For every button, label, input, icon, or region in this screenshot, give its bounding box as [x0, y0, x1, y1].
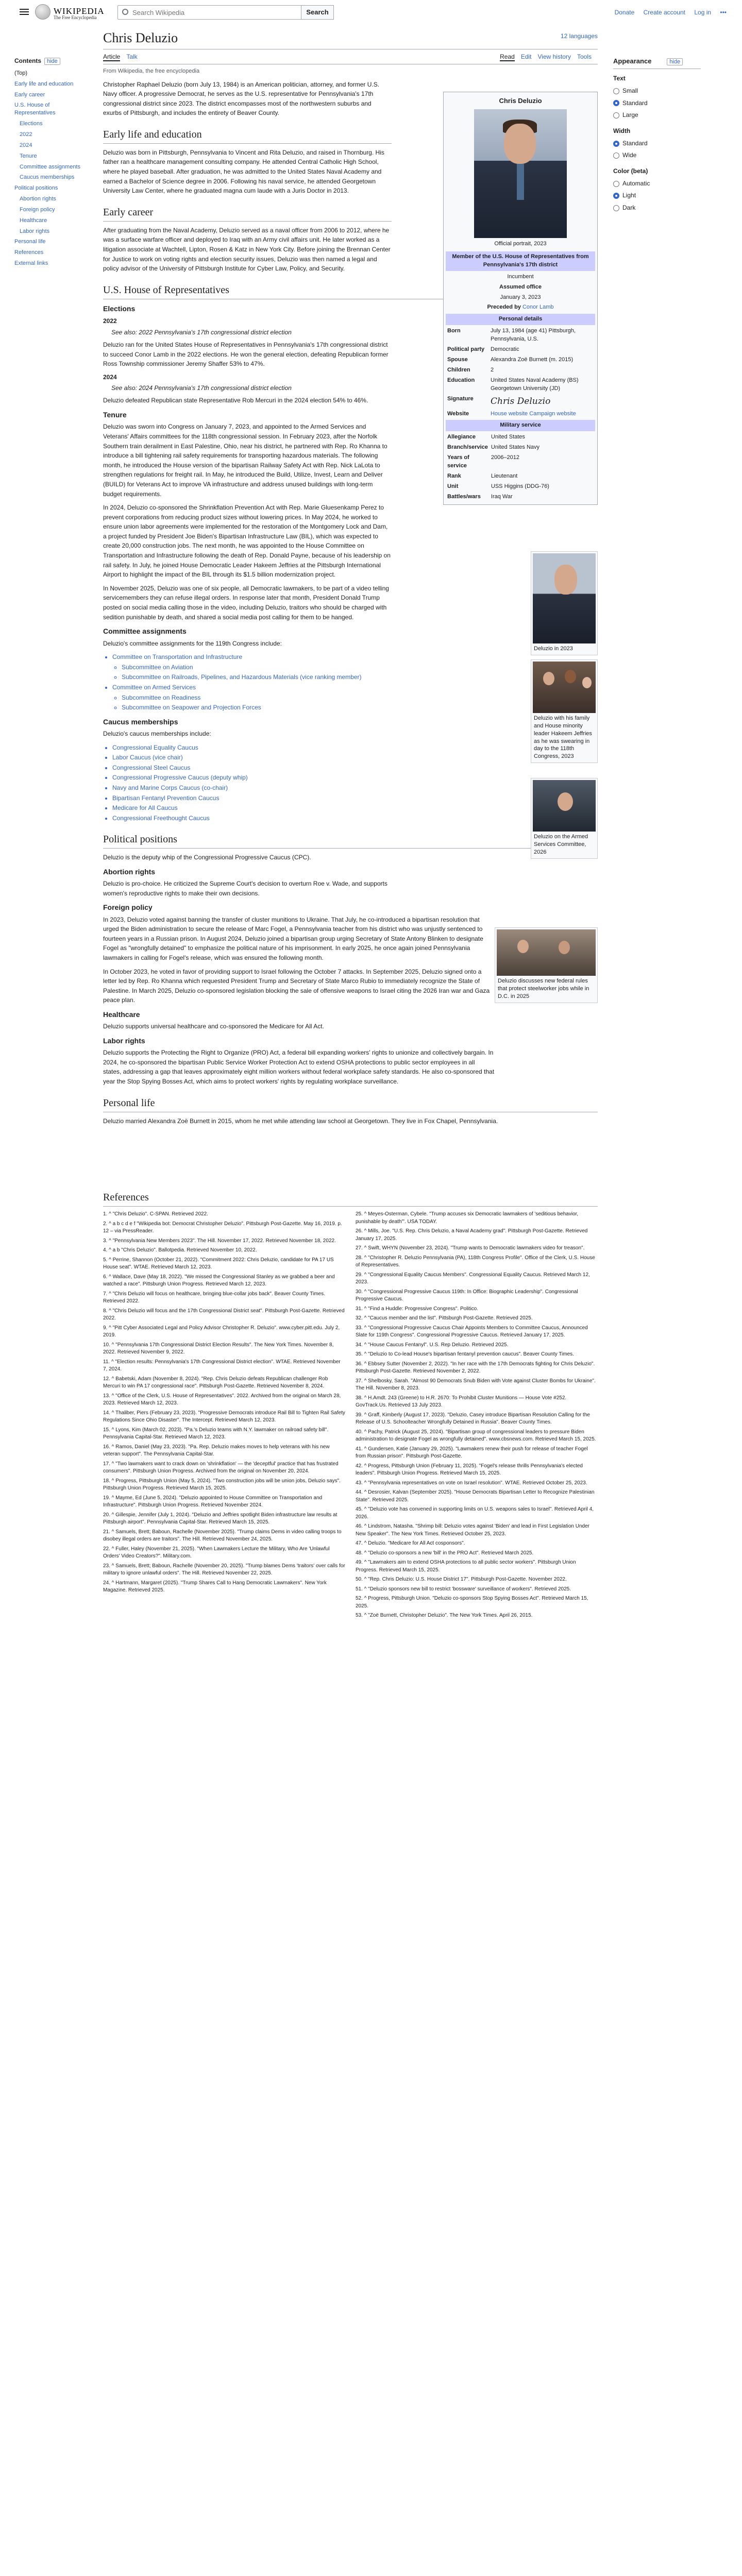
- figure-steelworker[interactable]: [495, 927, 598, 1003]
- radio-icon[interactable]: [613, 181, 619, 187]
- healthcare-paragraph: Deluzio supports universal healthcare and co-sponsored the Medicare for All Act.: [103, 1023, 324, 1030]
- heading-early-career: Early career: [103, 200, 392, 222]
- width-label: Width: [613, 127, 631, 134]
- option-label: Wide: [622, 151, 637, 159]
- toc-item[interactable]: External links: [14, 260, 48, 267]
- toc-item[interactable]: Labor rights: [20, 228, 50, 234]
- table-of-contents: [14, 57, 92, 269]
- infobox-row-label: Born: [447, 328, 461, 334]
- reference-item: 47. ^ Deluzio. "Medicare for All Act cosponsors".: [356, 1540, 465, 1546]
- toc-item[interactable]: 2024: [20, 142, 32, 148]
- login-link[interactable]: Log in: [694, 9, 712, 16]
- committee-item[interactable]: • Committee on Transportation and Infrastructure: [112, 652, 392, 662]
- figure-swearing-in[interactable]: [531, 659, 598, 763]
- tab-edit[interactable]: Edit: [520, 53, 532, 61]
- heading-house: U.S. House of Representatives: [103, 278, 598, 299]
- heading-committees: Committee assignments: [103, 627, 187, 636]
- reference-item: 7. ^ "Chris Deluzio will focus on healthcare, bringing blue-collar jobs back". Beaver County Times. Retrieved 2022.: [103, 1291, 325, 1304]
- logo-wordmark: WIKIPEDIA: [54, 6, 105, 16]
- reference-item: 8. ^ "Chris Deluzio will focus and the 17th Congressional District seat". Pittsburgh Post-Gazette. Retrieved 2022.: [103, 1308, 345, 1321]
- caucus-item[interactable]: • Congressional Equality Caucus: [112, 743, 392, 753]
- appearance-option[interactable]: [613, 202, 701, 214]
- infobox-row-label: Allegiance: [447, 434, 476, 440]
- infobox-name: Chris Deluzio: [499, 97, 542, 105]
- reference-item: 37. ^ Shelbosky, Sarah. "Almost 90 Democrats Snub Biden with Vote against Cluster Bombs for Ukraine". The Hill. November 8, 2023.: [356, 1378, 596, 1391]
- radio-icon[interactable]: [613, 205, 619, 211]
- career-paragraph: After graduating from the Naval Academy, Deluzio served as a naval officer from 2006 to 2012, where he was a surface warfare officer and deployed to Iraq with an Army civil affairs unit. He later worked as a litigation associate at Wachtell, Lipton, Rosen & Katz in New York City. Before joining the Brennan Center for Justice to work on voting rights and election security issues, Deluzio was then named a legal and policy advisor of the University of Pittsburgh Institute for Cyber Law, Policy, and Security.: [103, 226, 391, 273]
- text-size-label: Text: [613, 74, 626, 82]
- reference-item: 15. ^ Lyons, Kim (March 02, 2023). "Pa.'s Deluzio teams with N.Y. lawmaker on railroad safety bill". Pennsylvania Capital-Star. Retrieved March 12, 2023.: [103, 1427, 329, 1440]
- caucus-item[interactable]: • Bipartisan Fentanyl Prevention Caucus: [112, 793, 392, 803]
- search-box: [117, 5, 334, 20]
- figure-armed-services[interactable]: [531, 778, 598, 859]
- toc-item[interactable]: Personal life: [14, 239, 46, 245]
- reference-item: 39. ^ Graff, Kimberly (August 17, 2023). "Deluzio, Casey introduce Bipartisan Resolution Calling for the Release of U.S. Schoolteacher Wrongfully Detained in Russia". Beaver County Times.: [356, 1412, 590, 1425]
- reference-item: 27. ^ Swift, WHYN (November 23, 2024). "Trump wants to Democratic lawmakers video for treason".: [356, 1245, 585, 1251]
- signature-row: [446, 394, 595, 419]
- toc-item[interactable]: Foreign policy: [20, 206, 55, 213]
- toc-title: Contents: [14, 57, 41, 64]
- toc-item[interactable]: Caucus memberships: [20, 174, 75, 181]
- option-label: Standard: [622, 99, 648, 107]
- appearance-option[interactable]: [613, 97, 701, 109]
- reference-item: 43. ^ "Pennsylvania representatives on vote on Israel resolution". WTAE. Retrieved October 25, 2023.: [356, 1480, 587, 1486]
- foreign-paragraph-1: In 2023, Deluzio voted against banning the transfer of cluster munitions to Ukraine. That July, he co-introduced a bipartisan resolution that urged the Biden administration to secure the release of Marc Fogel, a Pennsylvania teacher from his district who was unjustly sentenced to fourteen years in a Russian prison. In August 2024, Deluzio joined a bipartisan group urging Secretary of State Antony Blinken to designate Fogel as "wrongfully detained" to emphasize the political nature of his imprisonment. In early 2025, he once again joined Pennsylvania lawmakers in calling for Fogel's release, which was ensured the following month.: [103, 916, 483, 962]
- tab-talk[interactable]: Talk: [126, 53, 138, 61]
- infobox-row-label: Children: [447, 367, 470, 374]
- logo-tagline: The Free Encyclopedia: [54, 15, 97, 20]
- reference-item: 12. ^ Babetski, Adam (November 8, 2024). "Rep. Chris Deluzio defeats Republican challenger Rob Mercuri to win PA 17 congressional race". Pittsburgh Post-Gazette. Retrieved November 8, 2024.: [103, 1376, 328, 1389]
- assumed-date: January 3, 2023: [500, 294, 541, 300]
- reference-item: 21. ^ Samuels, Brett; Baboun, Rachelle (November 2025). "Trump claims Dems in video calling troops to disobey illegal orders are traitors". The Hill. Retrieved November 24, 2025.: [103, 1529, 342, 1542]
- toc-item[interactable]: Early life and education: [14, 80, 74, 87]
- reference-item: 6. ^ Wallace, Dave (May 18, 2022). "We missed the Congressional Stanley as we grabbed a beer and watched a race". Pittsburgh Union Progress. Retrieved March 12, 2023.: [103, 1274, 335, 1287]
- preceded-link[interactable]: Conor Lamb: [522, 304, 554, 311]
- toc-item[interactable]: Healthcare: [20, 217, 47, 224]
- reference-item: 41. ^ Gundersen, Katie (January 29, 2025). "Lawmakers renew their push for release of teacher Fogel from Russian prison". Pittsburgh Post-Gazette.: [356, 1446, 588, 1459]
- reference-item: 24. ^ Hartmann, Margaret (2025). "Trump Shares Call to Hang Democratic Lawmakers". New York Magazine. Retrieved 2025.: [103, 1580, 327, 1593]
- heading-2022: 2022: [103, 317, 117, 325]
- lead-paragraph: Christopher Raphael Deluzio (born July 13, 1984) is an American politician, attorney, and former U.S. Navy officer. A progressive Democrat, he serves as the U.S. representative for Pennsylvania's 17th congressional district since 2023. The district encompasses most of the northwestern suburbs and exurbs of Pittsburgh, and includes the entirety of Beaver County.: [103, 80, 380, 117]
- reference-item: 10. ^ "Pennsylvania 17th Congressional District Election Results". The New York Times. November 8, 2022. Retrieved November 9, 2022.: [103, 1342, 334, 1355]
- color-label: Color (beta): [613, 167, 648, 175]
- site-header: [0, 0, 742, 26]
- abortion-paragraph: Deluzio is pro-choice. He criticized the Supreme Court's decision to overturn Roe v. Wade, and supports women's reproductive rights to make their own decisions.: [103, 880, 387, 897]
- wikipedia-logo[interactable]: [35, 4, 107, 22]
- committee-item[interactable]: ◦ Subcommittee on Seapower and Projection Forces: [122, 703, 392, 713]
- caucus-item[interactable]: • Navy and Marine Corps Caucus (co-chair): [112, 783, 392, 793]
- photo-swearing-in: [533, 662, 596, 713]
- heading-elections: Elections: [103, 304, 136, 313]
- infobox-row-label: Political party: [447, 346, 485, 353]
- infobox-row-value: July 13, 1984 (age 41) Pittsburgh, Pennsylvania, U.S.: [491, 328, 576, 343]
- figure-deluzio-2023[interactable]: [531, 551, 598, 655]
- infobox: [443, 92, 598, 505]
- toc-item[interactable]: Political positions: [14, 185, 58, 192]
- photo-steelworker: [497, 929, 596, 976]
- main-menu-icon[interactable]: [20, 7, 29, 14]
- personal-paragraph: Deluzio married Alexandra Zoë Burnett in 2015, whom he met while attending law school at Georgetown. They live in Fox Chapel, Pennsylvania.: [103, 1117, 498, 1125]
- infobox-row-value: 2: [491, 367, 494, 374]
- infobox-row-label: Spouse: [447, 357, 468, 363]
- reference-item: 2. ^ a b c d e f "Wikipedia bot: Democrat Christopher Deluzio". Pittsburgh Post-Gazette. May 16, 2019. p. 12 – via PressReader.: [103, 1221, 342, 1234]
- reference-item: 50. ^ "Rep. Chris Deluzio: U.S. House District 17". Pittsburgh Post-Gazette. November 2022.: [356, 1577, 567, 1582]
- appearance-option[interactable]: [613, 138, 701, 149]
- heading-abortion: Abortion rights: [103, 867, 156, 876]
- tab-article[interactable]: Article: [103, 53, 121, 61]
- language-button[interactable]: 12 languages: [560, 32, 598, 40]
- reference-item: 18. ^ Progress, Pittsburgh Union (May 5, 2024). "Two construction jobs will be union jobs, Deluzio says". Pittsburgh Union Progress. Retrieved March 15, 2025.: [103, 1478, 341, 1491]
- option-label: Automatic: [622, 180, 650, 188]
- references-right-column: [356, 1211, 598, 1622]
- infobox-row-value: United States: [491, 434, 525, 440]
- page-title: Chris Deluzio: [103, 26, 598, 49]
- reference-item: 28. ^ "Christopher R. Deluzio Pennsylvania (PA), 118th Congress Profile". Office of the Clerk, U.S. House of Representatives.: [356, 1255, 595, 1268]
- office-band[interactable]: Member of the U.S. House of Representatives from Pennsylvania's 17th district: [446, 251, 595, 271]
- infobox-row-label: Unit: [447, 483, 459, 490]
- appearance-option[interactable]: [613, 85, 701, 97]
- globe-icon: [35, 4, 50, 20]
- from-wikipedia: From Wikipedia, the free encyclopedia: [103, 67, 200, 74]
- heading-early-life: Early life and education: [103, 122, 392, 144]
- heading-2024: 2024: [103, 373, 117, 381]
- caucus-item[interactable]: • Labor Caucus (vice chair): [112, 753, 392, 762]
- reference-item: 33. ^ "Congressional Progressive Caucus Chair Appoints Members to Committee Caucus, Announced Slate for 119th Congress". Congressional Progressive Caucus. Retrieved January 17, 2025.: [356, 1325, 588, 1338]
- radio-icon[interactable]: [613, 141, 619, 147]
- positions-paragraph: Deluzio is the deputy whip of the Congressional Progressive Caucus (CPC).: [103, 854, 311, 861]
- option-label: Light: [622, 192, 636, 199]
- reference-item: 36. ^ Ebbsey Sutter (November 2, 2022). "In her race with the 17th Democrats fighting for Chris Deluzio". Pittsburgh Post-Gazette. Retrieved November 2, 2022.: [356, 1361, 595, 1374]
- toc-item[interactable]: Elections: [20, 121, 43, 127]
- reference-item: 29. ^ "Congressional Equality Caucus Members". Congressional Equality Caucus. Retrieved March 12, 2023.: [356, 1272, 590, 1285]
- page-tabs: [103, 49, 598, 64]
- infobox-row-label: Branch/service: [447, 444, 488, 451]
- reference-item: 32. ^ "Caucus member and the list". Pittsburgh Post-Gazette. Retrieved 2025.: [356, 1315, 533, 1321]
- figure-caption: Deluzio on the Armed Services Committee, 2026: [534, 834, 588, 855]
- reference-item: 1. ^ "Chris Deluzio". C-SPAN. Retrieved 2022.: [103, 1211, 208, 1217]
- reference-item: 3. ^ "Pennsylvania New Members 2023". The Hill. November 17, 2022. Retrieved November 18, 2022.: [103, 1238, 336, 1244]
- tab-history[interactable]: View history: [537, 53, 571, 61]
- tenure-paragraph-2: In 2024, Deluzio co-sponsored the Shrinkflation Prevention Act with Rep. Marie Gluesenkamp Perez to prevent corporations from reducing product sizes without lowering prices. In May 2024, he worked to ensure union labor agreements were implemented for the restoration of the Montgomery Lock and Dam, a project funded by President Joe Biden's Bipartisan Infrastructure Law (BIL), which was expected to create 20,000 construction jobs. The next month, he was appointed to the House Committee on Transportation and Infrastructure following the death of Rep. Donald Payne, because of his leadership on rail safety. In July, he joined House Democratic Leader Hakeem Jeffries at the Pittsburgh International Airport to highlight the impact of the BIL through its $1.5 billion modernization project.: [103, 504, 391, 579]
- personal-band: Personal details: [446, 314, 595, 325]
- reference-item: 42. ^ Progress, Pittsburgh Union (February 11, 2025). "Fogel's release thrills Pennsylvania's elected leaders". Pittsburgh Union Progress. Retrieved March 15, 2025.: [356, 1463, 583, 1476]
- appearance-option[interactable]: [613, 149, 701, 161]
- figure-caption: Deluzio discusses new federal rules that protect steelworker jobs while in D.C. in 2025: [498, 978, 589, 999]
- reference-item: 35. ^ "Deluzio to Co-lead House's bipartisan fentanyl prevention caucus". Beaver County Times.: [356, 1351, 574, 1357]
- toc-item[interactable]: References: [14, 249, 44, 256]
- toc-item[interactable]: Abortion rights: [20, 196, 56, 202]
- see-also-2022[interactable]: See also: 2022 Pennsylvania's 17th congressional district election: [111, 328, 292, 336]
- portrait-caption: Official portrait, 2023: [494, 240, 547, 247]
- reference-item: 9. ^ "Pitt Cyber Associated Legal and Policy Advisor Christopher R. Deluzio". www.cyber.pitt.edu. July 2, 2019.: [103, 1325, 340, 1338]
- preceded-label: Preceded by: [487, 304, 521, 311]
- more-tools-icon[interactable]: •••: [720, 9, 727, 16]
- infobox-row-value: USS Higgins (DDG-76): [491, 483, 549, 490]
- toc-item[interactable]: Tenure: [20, 152, 37, 159]
- radio-icon[interactable]: [613, 88, 619, 94]
- committee-item[interactable]: ◦ Subcommittee on Aviation: [122, 663, 392, 672]
- infobox-row-value: Iraq War: [491, 494, 513, 500]
- see-also-2024[interactable]: See also: 2024 Pennsylvania's 17th congressional district election: [111, 384, 292, 392]
- heading-foreign: Foreign policy: [103, 903, 153, 912]
- reference-item: 23. ^ Samuels, Brett; Baboun, Rachelle (November 20, 2025). "Trump blames Dems 'traitors' over calls for military to ignore unlawful orders". The Hill. Retrieved November 22, 2025.: [103, 1563, 345, 1576]
- heading-personal: Personal life: [103, 1091, 598, 1112]
- reference-item: 34. ^ "House Caucus Fentanyl". U.S. Rep Deluzio. Retrieved 2025.: [356, 1342, 509, 1348]
- website-links[interactable]: House website Campaign website: [491, 410, 576, 417]
- option-label: Large: [622, 111, 638, 119]
- infobox-row-value: Lieutenant: [491, 473, 518, 480]
- search-icon: [122, 9, 128, 15]
- search-input[interactable]: [132, 8, 297, 17]
- foreign-paragraph-2: In October 2023, he voted in favor of providing support to Israel following the October 7 attacks. In September 2025, Deluzio signed onto a letter led by Rep. Ro Khanna which requested President Trump and Secretary of State Marco Rubio to immediately recognize the State of Palestine. In March 2025, Deluzio co-sponsored legislation blocking the sale of offensive weapons to Israel citing the 2026 Iran war and Gaza peace plan.: [103, 968, 490, 1004]
- appearance-title: Appearance: [613, 57, 652, 65]
- military-band: Military service: [446, 420, 595, 431]
- heading-positions: Political positions: [103, 827, 598, 849]
- reference-item: 16. ^ Ramos, Daniel (May 23, 2023). "Pa. Rep. Deluzio makes moves to help veterans with his new veteran support". The Pennsylvania Capital-Star.: [103, 1444, 330, 1457]
- labor-paragraph: Deluzio supports the Protecting the Right to Organize (PRO) Act, a federal bill expanding workers' rights to unionize and collectively bargain. In 2024, he co-sponsored the bipartisan Public Service Worker Protection Act to extend OSHA protections to public sector employees in all states, addressing a gap that leaves approximately eight million workers without federal workplace safety standards. He also co-sponsored that year the Stop Spying Bosses Act, which aims to protect workers' rights by regulating workplace surveillance.: [103, 1049, 495, 1086]
- toc-item[interactable]: (Top): [14, 70, 28, 76]
- toc-item[interactable]: Early career: [14, 91, 45, 98]
- military-details: [446, 432, 595, 502]
- radio-icon[interactable]: [613, 152, 619, 159]
- option-label: Small: [622, 87, 638, 95]
- appearance-hide-button[interactable]: hide: [667, 58, 683, 65]
- caucus-list: [103, 743, 392, 823]
- reference-item: 38. ^ H.Amdt. 243 (Greene) to H.R. 2670: To Prohibit Cluster Munitions — House Vote #252. GovTrack.Us. Retrieved 13 July 2023.: [356, 1395, 567, 1408]
- photo-armed-services: [533, 780, 596, 832]
- search-button[interactable]: Search: [301, 5, 334, 20]
- figure-caption: Deluzio with his family and House minority leader Hakeem Jeffries as he was swearing in day to the 118th Congress, 2023: [534, 715, 592, 760]
- toc-item[interactable]: 2022: [20, 131, 32, 138]
- reference-item: 4. ^ a b "Chris Deluzio". Ballotpedia. Retrieved November 10, 2022.: [103, 1247, 257, 1253]
- committee-intro: Deluzio's committee assignments for the 119th Congress include:: [103, 639, 282, 647]
- appearance-option[interactable]: [613, 109, 701, 121]
- appearance-panel: [613, 57, 701, 214]
- donate-link[interactable]: Donate: [614, 9, 635, 16]
- reference-item: 11. ^ "Election results: Pennsylvania's 17th Congressional District election". WTAE. Retrieved November 7, 2024.: [103, 1359, 341, 1372]
- radio-icon[interactable]: [613, 193, 619, 199]
- tab-tools[interactable]: Tools: [577, 53, 592, 61]
- reference-item: 31. ^ "Find a Huddle: Progressive Congress". Politico.: [356, 1306, 479, 1312]
- reference-item: 17. ^ "Two lawmakers want to crack down on 'shrinkflation' — the 'deceptful' practice that has frustrated consumers". Pittsburgh Union Progress. Archived from the original on November 20, 2024.: [103, 1461, 339, 1474]
- election-2022-paragraph: Deluzio ran for the United States House of Representatives in Pennsylvania's 17th congressional district to succeed Conor Lamb in the 2022 elections. He won the general election, defeating Republican former Ross Township commissioner Jeremy Shaffer 53% to 47%.: [103, 341, 389, 368]
- infobox-row-label: Education: [447, 377, 475, 384]
- toc-item[interactable]: Committee assignments: [20, 163, 80, 170]
- heading-labor: Labor rights: [103, 1036, 145, 1045]
- portrait-photo[interactable]: [474, 109, 567, 238]
- incumbent-label: Incumbent: [507, 273, 534, 280]
- committee-list: [103, 652, 392, 713]
- reference-item: 13. ^ "Office of the Clerk, U.S. House of Representatives". 2022. Archived from the original on March 28, 2023. Retrieved March 12, 2023.: [103, 1393, 341, 1406]
- toc-hide-button[interactable]: hide: [44, 58, 60, 65]
- heading-references: References: [103, 1185, 598, 1207]
- reference-item: 45. ^ "Deluzio vote has convened in supporting limits on U.S. weapons sales to Israel". Retrieved April 4, 2026.: [356, 1506, 594, 1520]
- heading-tenure: Tenure: [103, 411, 127, 419]
- figure-caption: Deluzio in 2023: [534, 646, 573, 652]
- early-life-paragraph: Deluzio was born in Pittsburgh, Pennsylvania to Vincent and Rita Deluzio, and raised in Thornburg. His father ran a healthcare management consulting company. He attended Central Catholic High School, where he played baseball. After graduation, he was admitted to the United States Naval Academy and earned a Bachelor of Science degree in 2006. Following his naval service, he attended Georgetown University Law Center, where he graduated magna cum laude with a Juris Doctor in 2013.: [103, 148, 384, 195]
- reference-item: 51. ^ "Deluzio sponsors new bill to restrict 'bossware' surveillance of workers". Retrieved 2025.: [356, 1586, 571, 1592]
- infobox-row-value: Alexandra Zoë Burnett (m. 2015): [491, 357, 574, 363]
- radio-icon[interactable]: [613, 100, 619, 106]
- reference-item: 52. ^ Progress, Pittsburgh Union. "Deluzio co-sponsors Stop Spying Bosses Act". Retrieved March 15, 2025.: [356, 1596, 588, 1609]
- infobox-row-label: Battles/wars: [447, 494, 481, 500]
- photo-deluzio-2023: [533, 553, 596, 643]
- reference-item: 25. ^ Meyes-Osterman, Cybele. "Trump accuses six Democratic lawmakers of 'seditious behavior, punishable by death'". USA TODAY.: [356, 1211, 579, 1225]
- appearance-option[interactable]: [613, 178, 701, 190]
- references-left-column: [103, 1211, 345, 1622]
- reference-item: 46. ^ Lindstrom, Natasha. "Shrimp bill: Deluzio votes against 'Biden' and lead in First Legislation Under New Speaker". The New York Times. Retrieved October 25, 2023.: [356, 1523, 589, 1537]
- personal-details: [446, 326, 595, 394]
- radio-icon[interactable]: [613, 112, 619, 118]
- caucus-item[interactable]: • Congressional Progressive Caucus (deputy whip): [112, 773, 392, 783]
- infobox-row-value: Democratic: [491, 346, 519, 353]
- caucus-item[interactable]: • Congressional Freethought Caucus: [112, 814, 392, 823]
- committee-item[interactable]: ◦ Subcommittee on Readiness: [122, 693, 392, 703]
- infobox-row-label: Rank: [447, 473, 461, 480]
- assumed-label: Assumed office: [499, 283, 542, 290]
- reference-item: 30. ^ "Congressional Progressive Caucus 119th: In Office: Biographic Leadership". Congressional Progressive Caucus.: [356, 1289, 578, 1302]
- toc-item[interactable]: U.S. House of Representatives: [14, 102, 56, 116]
- infobox-row-label: Years of service: [447, 454, 469, 469]
- caucus-intro: Deluzio's caucus memberships include:: [103, 730, 211, 737]
- tenure-paragraph-1: Deluzio was sworn into Congress on January 7, 2023, and appointed to the Armed Services and Veterans' Affairs committees for the 118th congressional session. In February 2023, after the Norfolk Southern train derailment in East Palestine, Ohio, near his district, he partnered with Rep. Ro Khanna to introduce a bill tightening rail safety requirements for transporting hazardous materials. The following month, he introduced the House version of the bipartisan Railway Safety Act with Rep. Nick LaLota to strengthen regulations for freight rail. In May, he introduced the Build, Utilize, Invest, Learn and Deliver (BUILD) for Veterans Act to improve VA infrastructure and address unused buildings with long-term budget requirements.: [103, 423, 387, 498]
- references-section: [103, 1185, 598, 1622]
- reference-item: 20. ^ Gillespie, Jennifer (July 1, 2024). "Deluzio and Jeffries spotlight Biden infrastructure law results at Pittsburgh airport". Pennsylvania Capital-Star. Retrieved March 15, 2025.: [103, 1512, 338, 1525]
- signature-image: Chris Deluzio: [491, 396, 551, 406]
- option-label: Standard: [622, 139, 648, 147]
- infobox-row-value: 2006–2012: [491, 454, 519, 461]
- election-2024-paragraph: Deluzio defeated Republican state Representative Rob Mercuri in the 2024 election 54% to 46%.: [103, 397, 368, 404]
- user-tools: [608, 8, 727, 17]
- reference-item: 53. ^ "Zoë Burnett, Christopher Deluzio". The New York Times. April 26, 2015.: [356, 1613, 533, 1618]
- tab-read[interactable]: Read: [500, 53, 515, 61]
- reference-item: 14. ^ Thaliber, Piers (February 23, 2023). "Progressive Democrats introduce Rail Bill to Tighten Rail Safety Regulations Since Ohio Disaster". The Intercept. Retrieved March 12, 2023.: [103, 1410, 345, 1423]
- reference-item: 40. ^ Pachy, Patrick (August 25, 2024). "Bipartisan group of congressional leaders to pressure Biden administration to designate Fogel as wrongfully detained". www.cbsnews.com. Retrieved March 15, 2025.: [356, 1429, 596, 1442]
- committee-item[interactable]: ◦ Subcommittee on Railroads, Pipelines, and Hazardous Materials (vice ranking member): [122, 672, 392, 682]
- reference-item: 22. ^ Fuller, Haley (November 21, 2025). "When Lawmakers Lecture the Military, Who Are 'Unlawful Orders' Video Creators?". Military.com.: [103, 1546, 330, 1559]
- reference-item: 49. ^ "Lawmakers aim to extend OSHA protections to all public sector workers". Pittsburgh Union Progress. Retrieved March 15, 2025.: [356, 1560, 576, 1573]
- tenure-paragraph-3: In November 2025, Deluzio was one of six people, all Democratic lawmakers, to be part of a video telling servicemembers they can refuse illegal orders. In response later that month, President Donald Trump posted on social media calling those in the video, including Deluzio, traitors who should be charged with sedition punishable by death, and shared a social media post calling for them to be hanged.: [103, 584, 389, 621]
- infobox-row-value: United States Navy: [491, 444, 540, 451]
- reference-item: 48. ^ "Deluzio co-sponsors a new 'bill' in the PRO Act". Retrieved March 2025.: [356, 1550, 534, 1556]
- reference-item: 44. ^ Desrosier, Kalvan (September 2025). "House Democrats Bipartisan Letter to Recognize Palestinian State". Retrieved 2025.: [356, 1489, 595, 1503]
- caucus-item[interactable]: • Congressional Steel Caucus: [112, 763, 392, 773]
- create-account-link[interactable]: Create account: [643, 9, 685, 16]
- reference-item: 19. ^ Mayme, Ed (June 5, 2024). "Deluzio appointed to House Committee on Transportation and Infrastructure". Pittsburgh Union Progress. Retrieved November 2024.: [103, 1495, 323, 1508]
- committee-item[interactable]: • Committee on Armed Services: [112, 683, 392, 692]
- heading-healthcare: Healthcare: [103, 1010, 140, 1019]
- signature-label: Signature: [447, 395, 474, 402]
- caucus-item[interactable]: • Medicare for All Caucus: [112, 803, 392, 813]
- infobox-row-value: United States Naval Academy (BS) Georgetown University (JD): [491, 377, 579, 392]
- heading-caucus: Caucus memberships: [103, 717, 178, 726]
- option-label: Dark: [622, 204, 636, 211]
- reference-item: 5. ^ Perrine, Shannon (October 21, 2022). "Commitment 2022: Chris Deluzio, candidate for PA 17 US House seat". WTAE. Retrieved March 12, 2023.: [103, 1257, 334, 1270]
- appearance-option[interactable]: [613, 190, 701, 201]
- website-label: Website: [447, 410, 469, 417]
- reference-item: 26. ^ Mills, Joe. "U.S. Rep. Chris Deluzio, a Naval Academy grad". Pittsburgh Post-Gazette. Retrieved January 17, 2025.: [356, 1228, 588, 1242]
